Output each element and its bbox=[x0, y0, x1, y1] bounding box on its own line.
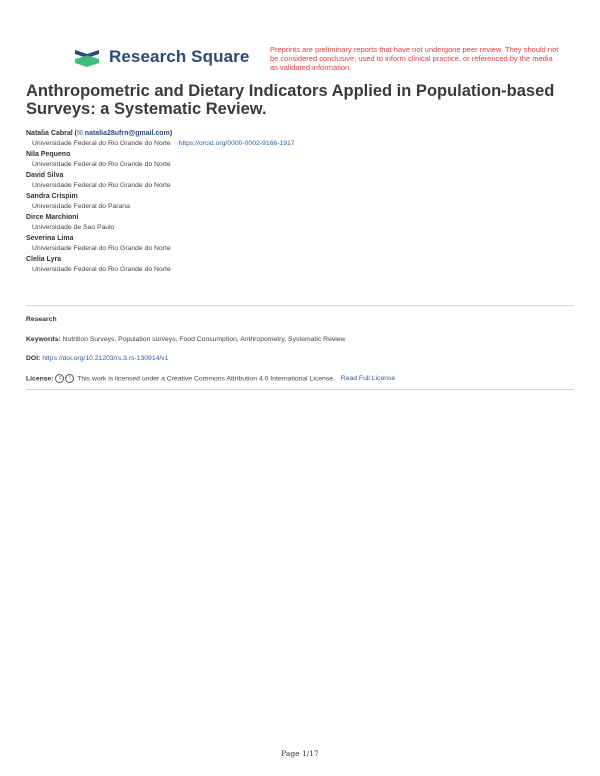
author-entry bbox=[26, 150, 586, 171]
divider bbox=[26, 305, 574, 306]
author-name: Dirce Marchioni bbox=[26, 214, 79, 221]
attribution-icon: i bbox=[65, 374, 74, 383]
author-affiliation: Universidade Federal do Rio Grande do Norte bbox=[32, 140, 171, 147]
keywords-label: Keywords: bbox=[26, 336, 61, 343]
author-name: Sandra Crispim bbox=[26, 193, 78, 200]
author-name: Clelia Lyra bbox=[26, 256, 62, 263]
author-entry bbox=[26, 192, 586, 213]
orcid-link[interactable]: https://orcid.org/0000-0002-9166-1917 bbox=[178, 140, 295, 147]
creative-commons-icon: c bbox=[55, 374, 64, 383]
keywords bbox=[26, 336, 586, 343]
author-entry bbox=[26, 255, 586, 276]
author-affiliation: Universidade de Sao Paulo bbox=[32, 224, 115, 231]
doi bbox=[26, 355, 586, 362]
author-name: Natalia Cabral bbox=[26, 130, 73, 137]
author-affiliation: Universidade Federal do Rio Grande do Norte bbox=[32, 266, 171, 273]
license-label: License: bbox=[26, 375, 54, 383]
author-affiliation: Universidade Federal do Parana bbox=[32, 203, 130, 210]
author-affiliation: Universidade Federal do Rio Grande do Norte bbox=[32, 245, 171, 252]
email-icon: ✉ bbox=[76, 130, 83, 137]
author-name: Nila Pequeno bbox=[26, 151, 71, 158]
read-full-license-link[interactable]: Read Full License bbox=[340, 375, 396, 383]
divider bbox=[26, 389, 574, 390]
paper-title: Anthropometric and Dietary Indicators Applied in Population-based Surveys: a Systematic Review. bbox=[26, 82, 555, 118]
doi-link[interactable]: https://doi.org/10.21203/rs.3.rs-130914/v1 bbox=[42, 355, 169, 362]
author-email[interactable]: natalia28ufrn@gmail.com bbox=[84, 130, 170, 137]
author-entry: Natalia Cabral (✉ natalia28ufrn@gmail.com) Universidade Federal do Rio Grande do Norte https://orcid.org/0000-0002-9166-1917 bbox=[26, 130, 295, 147]
page-number: Page 1/17 bbox=[281, 749, 319, 758]
research-square-chevrons-icon bbox=[73, 46, 103, 68]
license-text: This work is licensed under a Creative Commons Attribution 4.0 International License. bbox=[77, 375, 335, 383]
author-name: David Silva bbox=[26, 172, 64, 179]
author-list bbox=[26, 129, 586, 276]
author-entry bbox=[26, 213, 586, 234]
author-entry bbox=[26, 234, 586, 255]
preprint-notice: Preprints are preliminary reports that have not undergone peer review. They should not be considered conclusive, used to inform clinical practice, or referenced by the media as validated information. bbox=[270, 45, 559, 72]
category: Research bbox=[26, 316, 57, 323]
doi-label: DOI: bbox=[26, 355, 41, 362]
author-name: Severina Lima bbox=[26, 235, 74, 242]
author-entry bbox=[26, 171, 586, 192]
keywords-value: Nutrition Surveys, Population surveys, Food Consumption, Anthropometry, Systematic Review bbox=[62, 336, 346, 343]
author-affiliation: Universidade Federal do Rio Grande do Norte bbox=[32, 161, 171, 168]
license bbox=[26, 374, 586, 383]
research-square-logo[interactable] bbox=[73, 46, 249, 68]
brand-name: Research Square bbox=[109, 47, 250, 66]
header bbox=[0, 0, 600, 80]
author-affiliation: Universidade Federal do Rio Grande do Norte bbox=[32, 182, 171, 189]
